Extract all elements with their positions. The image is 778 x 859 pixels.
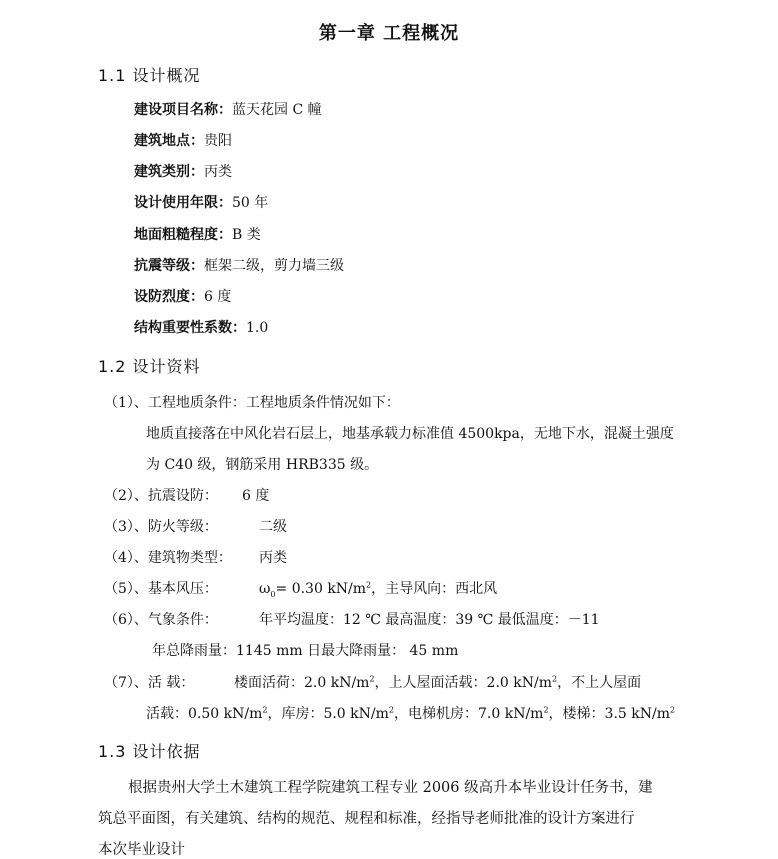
building-type-value: 丙类 bbox=[259, 550, 287, 566]
climate-label: （6）、气象条件： bbox=[104, 612, 218, 628]
item-project-name bbox=[134, 99, 322, 119]
fire-value: 二级 bbox=[259, 519, 287, 535]
item-building-category bbox=[134, 161, 232, 181]
item-label: 建筑地点： bbox=[134, 133, 204, 149]
item-value: 6 度 bbox=[204, 289, 232, 305]
item-label: 设计使用年限： bbox=[134, 195, 232, 211]
chapter-title: 第一章 工程概况 bbox=[318, 23, 460, 44]
wind-subscript: 0 bbox=[270, 589, 276, 599]
sup-2: 2 bbox=[262, 705, 268, 715]
item-value: 贵阳 bbox=[204, 133, 232, 149]
seismic-value: 6 度 bbox=[242, 488, 270, 504]
storeroom-load: ，库房：5.0 kN/m bbox=[267, 706, 389, 722]
item-value: 1.0 bbox=[246, 320, 269, 336]
item-label: 建筑类别： bbox=[134, 164, 204, 180]
floor-load: 楼面活荷：2.0 kN/m bbox=[234, 675, 370, 691]
live-load-label: （7）、活 载： bbox=[104, 675, 195, 691]
item-value: B 类 bbox=[232, 227, 261, 243]
basis-line-1: 根据贵州大学土木建筑工程学院建筑工程专业 2006 级高升本毕业设计任务书，建 bbox=[128, 780, 653, 796]
wind-label: （5）、基本风压： bbox=[104, 581, 218, 597]
item-importance-factor bbox=[134, 317, 268, 337]
item-label: 结构重要性系数： bbox=[134, 320, 246, 336]
section-heading-1-1: 1.1 设计概况 bbox=[98, 66, 201, 85]
item-value: 50 年 bbox=[232, 195, 269, 211]
geo-label: （1）、工程地质条件：工程地质条件情况如下： bbox=[104, 395, 400, 411]
roof-accessible-load: ，上人屋面活载：2.0 kN/m bbox=[374, 675, 552, 691]
item-location bbox=[134, 130, 232, 150]
fire-label: （3）、防火等级： bbox=[104, 519, 218, 535]
item-fortification-intensity bbox=[134, 286, 231, 306]
seismic-label: （2）、抗震设防： bbox=[104, 488, 218, 504]
stair-load: ，楼梯：3.5 kN/m bbox=[548, 706, 670, 722]
basis-line-2: 筑总平面图，有关建筑、结构的规范、规程和标准，经指导老师批准的设计方案进行 bbox=[98, 811, 635, 827]
item-value: 丙类 bbox=[204, 164, 232, 180]
wind-symbol: ω bbox=[259, 581, 271, 597]
item-seismic-grade bbox=[134, 255, 344, 275]
wind-value-line bbox=[259, 578, 497, 599]
sup-2: 2 bbox=[369, 674, 375, 684]
basis-line-3: 本次毕业设计 bbox=[98, 842, 185, 858]
climate-line-2: 年总降雨量：1145 mm 日最大降雨量： 45 mm bbox=[152, 643, 459, 659]
item-value: 框架二级，剪力墙三级 bbox=[204, 258, 344, 274]
elevator-room-load: ，电梯机房：7.0 kN/m bbox=[394, 706, 544, 722]
item-service-life bbox=[134, 192, 268, 212]
section-heading-1-3: 1.3 设计依据 bbox=[98, 742, 201, 761]
wind-superscript: 2 bbox=[366, 580, 372, 590]
geo-line-1: 地质直接落在中风化岩石层上，地基承载力标准值 4500kpa，无地下水，混凝土强度 bbox=[146, 426, 674, 442]
item-label: 抗震等级： bbox=[134, 258, 204, 274]
climate-line-1: 年平均温度：12 ℃ 最高温度：39 ℃ 最低温度：－11 bbox=[259, 612, 600, 628]
item-label: 设防烈度： bbox=[134, 289, 204, 305]
item-ground-roughness bbox=[134, 224, 261, 244]
sup-2: 2 bbox=[388, 705, 394, 715]
live-load-line-2 bbox=[146, 703, 675, 723]
wind-value: = 0.30 kN/m bbox=[275, 581, 367, 597]
roof-inaccessible-label: ，不上人屋面 bbox=[557, 675, 642, 691]
item-label: 地面粗糙程度： bbox=[134, 227, 232, 243]
sup-2: 2 bbox=[552, 674, 558, 684]
wind-direction: ，主导风向：西北风 bbox=[371, 581, 498, 597]
live-load-line-1 bbox=[234, 672, 641, 692]
sup-2: 2 bbox=[543, 705, 549, 715]
section-heading-1-2: 1.2 设计资料 bbox=[98, 357, 201, 376]
roof-inaccessible-load: 活载：0.50 kN/m bbox=[146, 706, 263, 722]
item-label: 建设项目名称： bbox=[134, 102, 232, 118]
building-type-label: （4）、建筑物类型： bbox=[104, 550, 232, 566]
sup-2: 2 bbox=[670, 705, 676, 715]
geo-line-2: 为 C40 级，钢筋采用 HRB335 级。 bbox=[146, 457, 379, 473]
item-value: 蓝天花园 C 幢 bbox=[232, 102, 322, 118]
